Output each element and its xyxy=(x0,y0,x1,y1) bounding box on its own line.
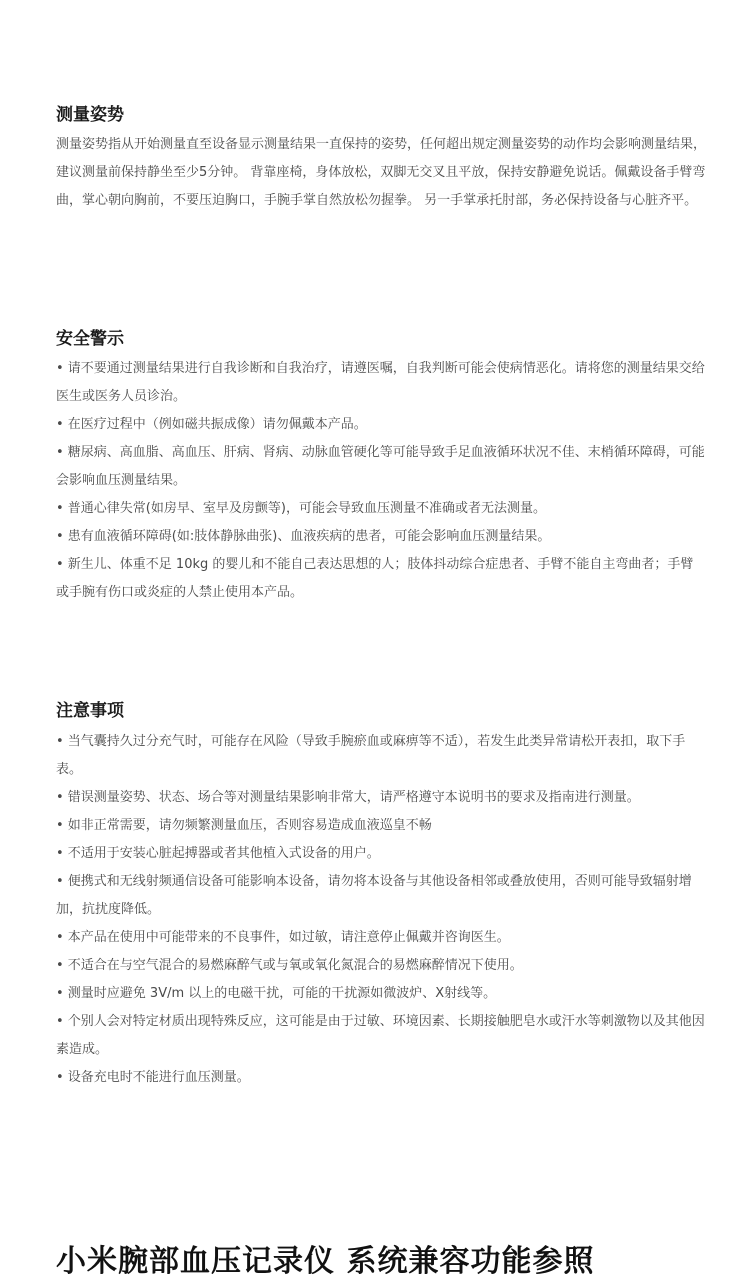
notes-item: • 测量时应避免 3V/m 以上的电磁干扰，可能的干扰源如微波炉、X射线等。 xyxy=(56,986,497,1001)
notes-item: • 如非正常需要，请勿频繁测量血压，否则容易造成血液巡皇不畅 xyxy=(56,818,432,833)
notes-title: 注意事项 xyxy=(56,701,124,721)
notes-item: • 设备充电时不能进行血压测量。 xyxy=(56,1070,250,1085)
safety-item: • 糖尿病、高血脂、高血压、肝病、肾病、动脉血管硬化等可能导致手足血液循环状况不佳、末梢循环障碍，可能会影响血压测量结果。 xyxy=(56,445,705,488)
posture-section xyxy=(56,104,706,215)
posture-body: 测量姿势指从开始测量直至设备显示测量结果一直保持的姿势，任何超出规定测量姿势的动作均会影响测量结果，建议测量前保持静坐至少5分钟。 背靠座椅，身体放松，双脚无交叉且平放，保持安静避免说话。佩戴设备手臂弯曲，掌心朝向胸前，不要压迫胸口，手腕手掌自然放松勿握拳。 另一手掌承托肘部，务必保持设备与心脏齐平。 xyxy=(56,137,707,208)
safety-title: 安全警示 xyxy=(56,329,124,349)
notes-item: • 本产品在使用中可能带来的不良事件，如过敏，请注意停止佩戴并咨询医生。 xyxy=(56,930,510,945)
notes-item: • 当气囊持久过分充气时，可能存在风险（导致手腕瘀血或麻痹等不适），若发生此类异常请松开表扣，取下手表。 xyxy=(56,734,686,777)
notes-item: • 错误测量姿势、状态、场合等对测量结果影响非常大，请严格遵守本说明书的要求及指南进行测量。 xyxy=(56,790,640,805)
compatibility-heading: 小米腕部血压记录仪 系统兼容功能参照 xyxy=(56,1244,595,1279)
safety-item: • 普通心律失常(如房早、室早及房颤等)，可能会导致血压测量不准确或者无法测量。 xyxy=(56,501,546,516)
notes-item: • 个别人会对特定材质出现特殊反应，这可能是由于过敏、环境因素、长期接触肥皂水或汗水等刺激物以及其他因素造成。 xyxy=(56,1014,705,1057)
safety-section xyxy=(56,328,706,607)
notes-section xyxy=(56,700,706,1092)
safety-item: • 患有血液循环障碍(如:肢体静脉曲张)、血液疾病的患者，可能会影响血压测量结果。 xyxy=(56,529,551,544)
notes-item: • 不适合在与空气混合的易燃麻醉气或与氧或氧化氮混合的易燃麻醉情况下使用。 xyxy=(56,958,523,973)
posture-title: 测量姿势 xyxy=(56,105,124,125)
safety-item: • 请不要通过测量结果进行自我诊断和自我治疗，请遵医嘱，自我判断可能会使病情恶化。请将您的测量结果交给医生或医务人员诊治。 xyxy=(56,361,705,404)
safety-item: • 在医疗过程中（例如磁共振成像）请勿佩戴本产品。 xyxy=(56,417,367,432)
safety-item: • 新生儿、体重不足 10kg 的婴儿和不能自己表达思想的人；肢体抖动综合症患者、手臂不能自主弯曲者；手臂或手腕有伤口或炎症的人禁止使用本产品。 xyxy=(56,557,694,600)
notes-item: • 不适用于安装心脏起搏器或者其他植入式设备的用户。 xyxy=(56,846,380,861)
notes-item: • 便携式和无线射频通信设备可能影响本设备，请勿将本设备与其他设备相邻或叠放使用，否则可能导致辐射增加，抗扰度降低。 xyxy=(56,874,692,917)
